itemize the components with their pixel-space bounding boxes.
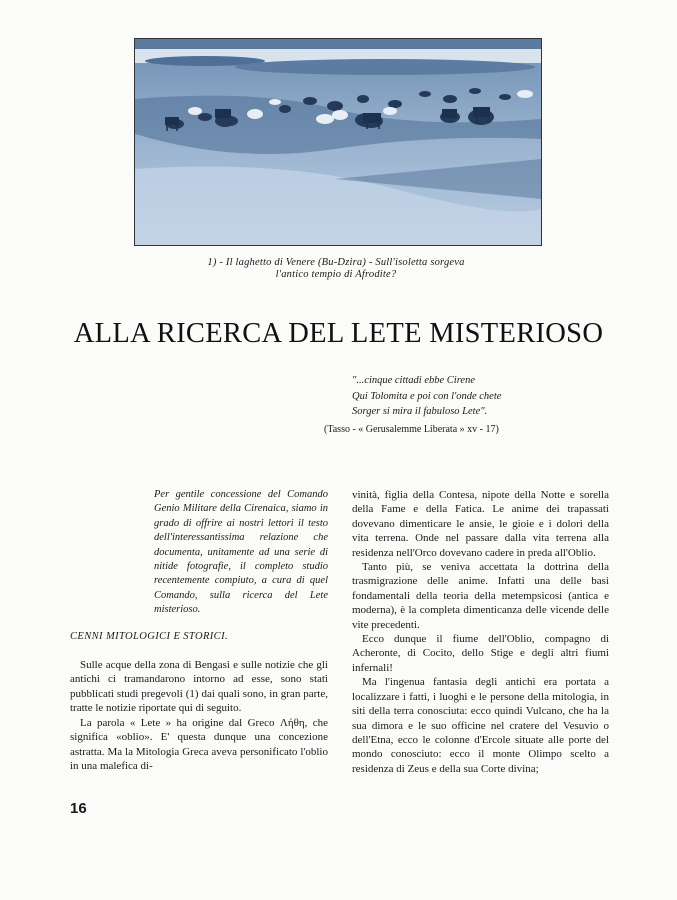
body-paragraph: Ecco dunque il fiume dell'Oblio, compagno di Acheronte, di Cocito, dello Stige e degli altri fiumi infernali! — [352, 633, 609, 674]
intro-paragraph: Per gentile concessione del Comando Genio Militare della Cirenaica, siamo in grado di offrire ai nostri lettori il testo dell'interessantissima relazione che documenta, unitamente ad una serie di nitide fotografie, il completo studio recentemente compiuto, a cura di quel Comando, sulla ricerca del Lete misterioso. — [154, 489, 328, 616]
body-paragraph: Sulle acque della zona di Bengasi e sulle notizie che gli antichi ci tramandarono intorno ad esse, sono stati pubblicati studi pregevoli (1) dai quali sono, in gran parte, tratte le notizie riportate qui di seguito. — [70, 659, 328, 715]
article-headline: ALLA RICERCA DEL LETE MISTERIOSO — [73, 318, 604, 349]
left-column — [70, 488, 328, 773]
photo-caption — [150, 257, 522, 281]
caption-line-1: 1) - Il laghetto di Venere (Bu-Dzira) - Sull'isoletta sorgeva — [207, 257, 465, 268]
page-number: 16 — [70, 800, 87, 817]
photo-lake-with-grazing-sheep-icon — [135, 39, 541, 245]
lake-photo — [134, 38, 542, 246]
epigraph — [324, 373, 552, 437]
body-paragraph: Tanto più, se veniva accettata la dottrina della trasmigrazione delle anime. Infatti una delle basi fondamentali della teoria della metempsicosi (antica e moderna), è la completa dimenticanza delle vicende delle vite precedenti. — [352, 561, 609, 631]
body-paragraph: vinità, figlia della Contesa, nipote della Notte e sorella della Fame e della Fatica. Le anime dei trapassati dovevano dimenticare le ansie, le gioie e i dolori della vita terrena. Onde nel passare dalla vita terrena alla residenza nell'Orco dovevano cadere in preda all'Oblio. — [352, 489, 609, 559]
section-title: CENNI MITOLOGICI E STORICI. — [70, 630, 229, 642]
caption-line-2: l'antico tempio di Afrodite? — [275, 269, 397, 280]
body-paragraph: Ma l'ingenua fantasia degli antichi era portata a localizzare i fatti, i luoghi e le persone della mitologia, in siti della terra conosciuta: ecco quindi Vulcano, che ha la sua dimora e le suo officine nel cratere del Vesuvio o dell'Etna, ecco le colonne d'Ercole situate alle porte del mondo conosciuto: ecco il monte Olimpo scelto a residenza di Zeus e della sua Corte divina; — [352, 676, 609, 775]
epigraph-line: Sorger si mira il fabuloso Lete". — [352, 406, 488, 417]
epigraph-line: "...cinque cittadi ebbe Cirene — [352, 375, 475, 386]
body-paragraph: La parola « Lete » ha origine dal Greco Λήθη, che significa «oblio». E' questa dunque una concezione astratta. Ma la Mitologia Greca aveva personificato l'oblio in una malefica di- — [70, 716, 328, 772]
epigraph-line: Qui Tolomita e poi con l'onde chete — [352, 390, 502, 402]
epigraph-reference: (Tasso - « Gerusalemme Liberata » xv - 17) — [324, 423, 499, 435]
right-column — [352, 488, 609, 776]
